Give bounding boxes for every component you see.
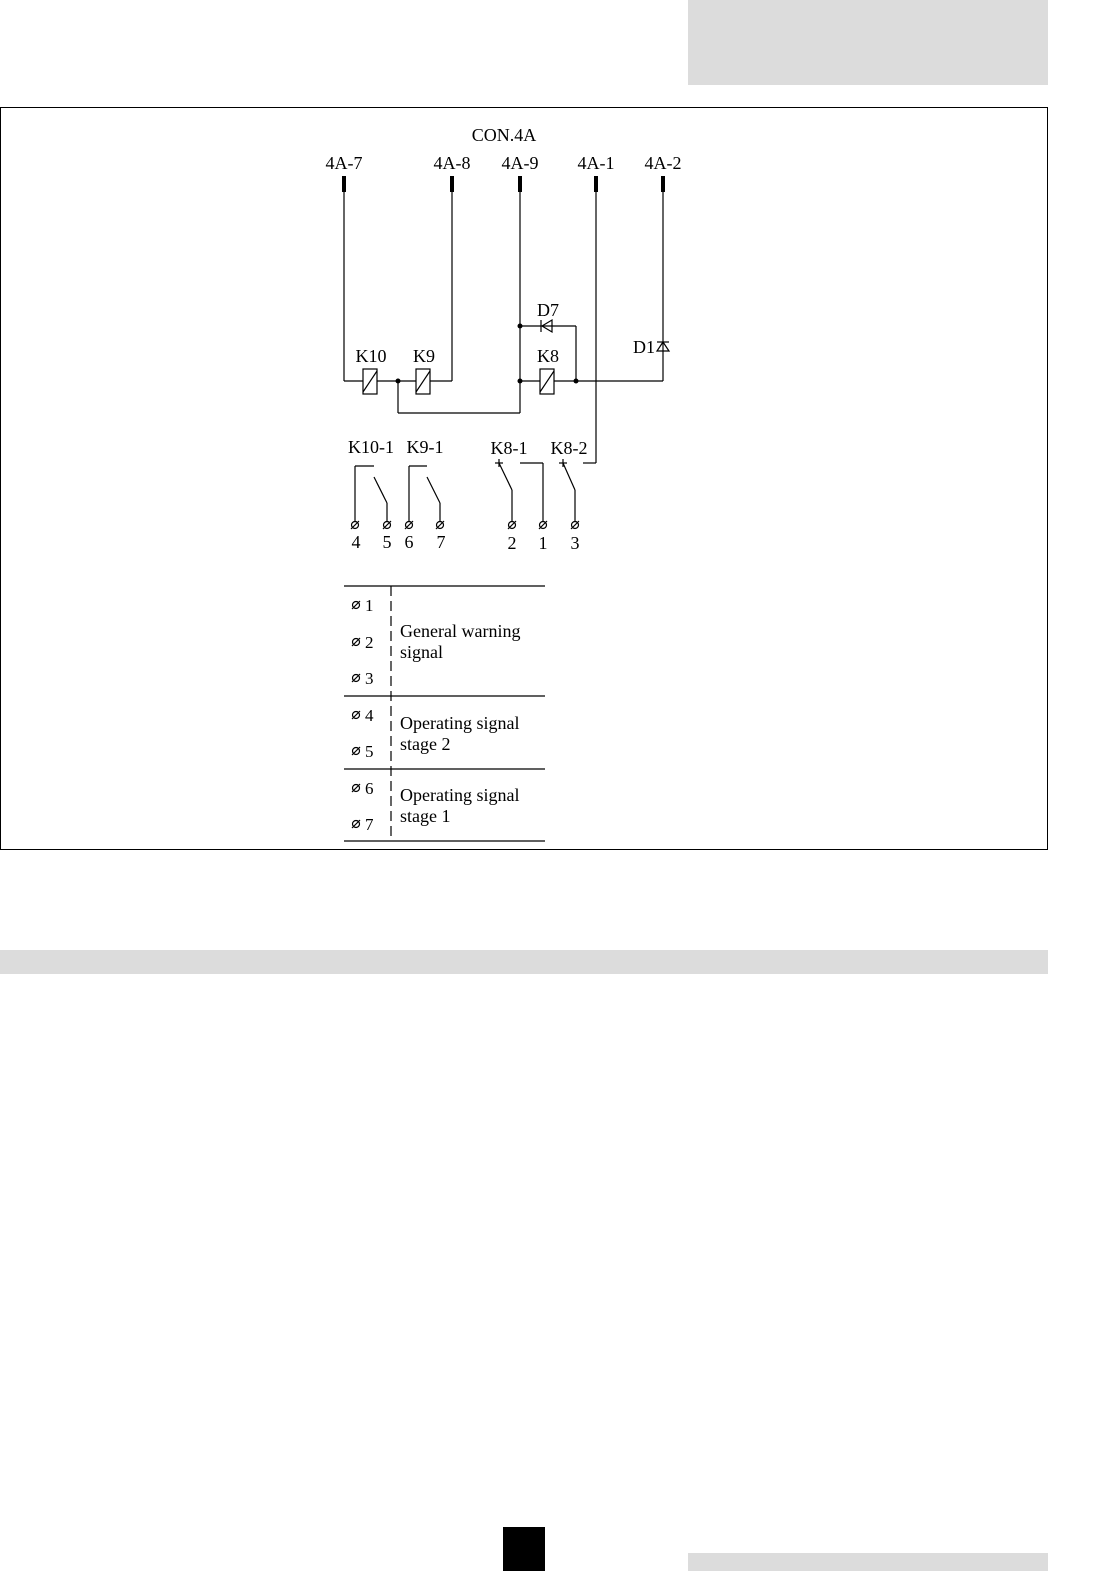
legend-terminal-number: 2 (365, 633, 374, 652)
terminal-number: 1 (538, 533, 548, 553)
legend-description: stage 2 (400, 734, 451, 754)
pin-label: 4A-1 (577, 153, 615, 173)
relay-k8-label: K8 (537, 346, 559, 366)
legend-description: Operating signal (400, 713, 520, 733)
terminal-number: 5 (382, 532, 392, 552)
relay-k10-label: K10 (355, 346, 387, 366)
terminal-number: 3 (570, 533, 580, 553)
pin-label: 4A-7 (325, 153, 363, 173)
terminal-number: 2 (507, 533, 517, 553)
contact-k8-1-label: K8-1 (490, 438, 528, 458)
legend-description: General warning (400, 621, 521, 641)
legend-terminal-symbols (352, 601, 360, 828)
connector-pin-stubs (344, 176, 663, 192)
connector-title: CON.4A (471, 125, 537, 145)
terminal-number: 7 (436, 532, 446, 552)
legend-description: signal (400, 642, 443, 662)
legend-terminal-number: 3 (365, 669, 374, 688)
legend-description: stage 1 (400, 806, 451, 826)
contact-k9-1-label: K9-1 (406, 437, 444, 457)
legend-terminal-number: 1 (365, 596, 374, 615)
terminal-number: 6 (404, 532, 414, 552)
pin-label: 4A-9 (501, 153, 539, 173)
legend-description: Operating signal (400, 785, 520, 805)
diode-d1-label: D1 (633, 337, 655, 357)
pin-label: 4A-2 (644, 153, 682, 173)
legend-terminal-number: 6 (365, 779, 374, 798)
legend-terminal-number: 7 (365, 815, 374, 834)
diode-d7-label: D7 (537, 300, 559, 320)
legend-terminal-number: 4 (365, 706, 374, 725)
pin-label: 4A-8 (433, 153, 471, 173)
relay-k9-label: K9 (413, 346, 435, 366)
contact-k8-2-label: K8-2 (550, 438, 588, 458)
legend-terminal-number: 5 (365, 742, 374, 761)
terminal-circles (351, 521, 579, 529)
terminal-number: 4 (351, 532, 361, 552)
contact-k10-1-label: K10-1 (348, 437, 394, 457)
